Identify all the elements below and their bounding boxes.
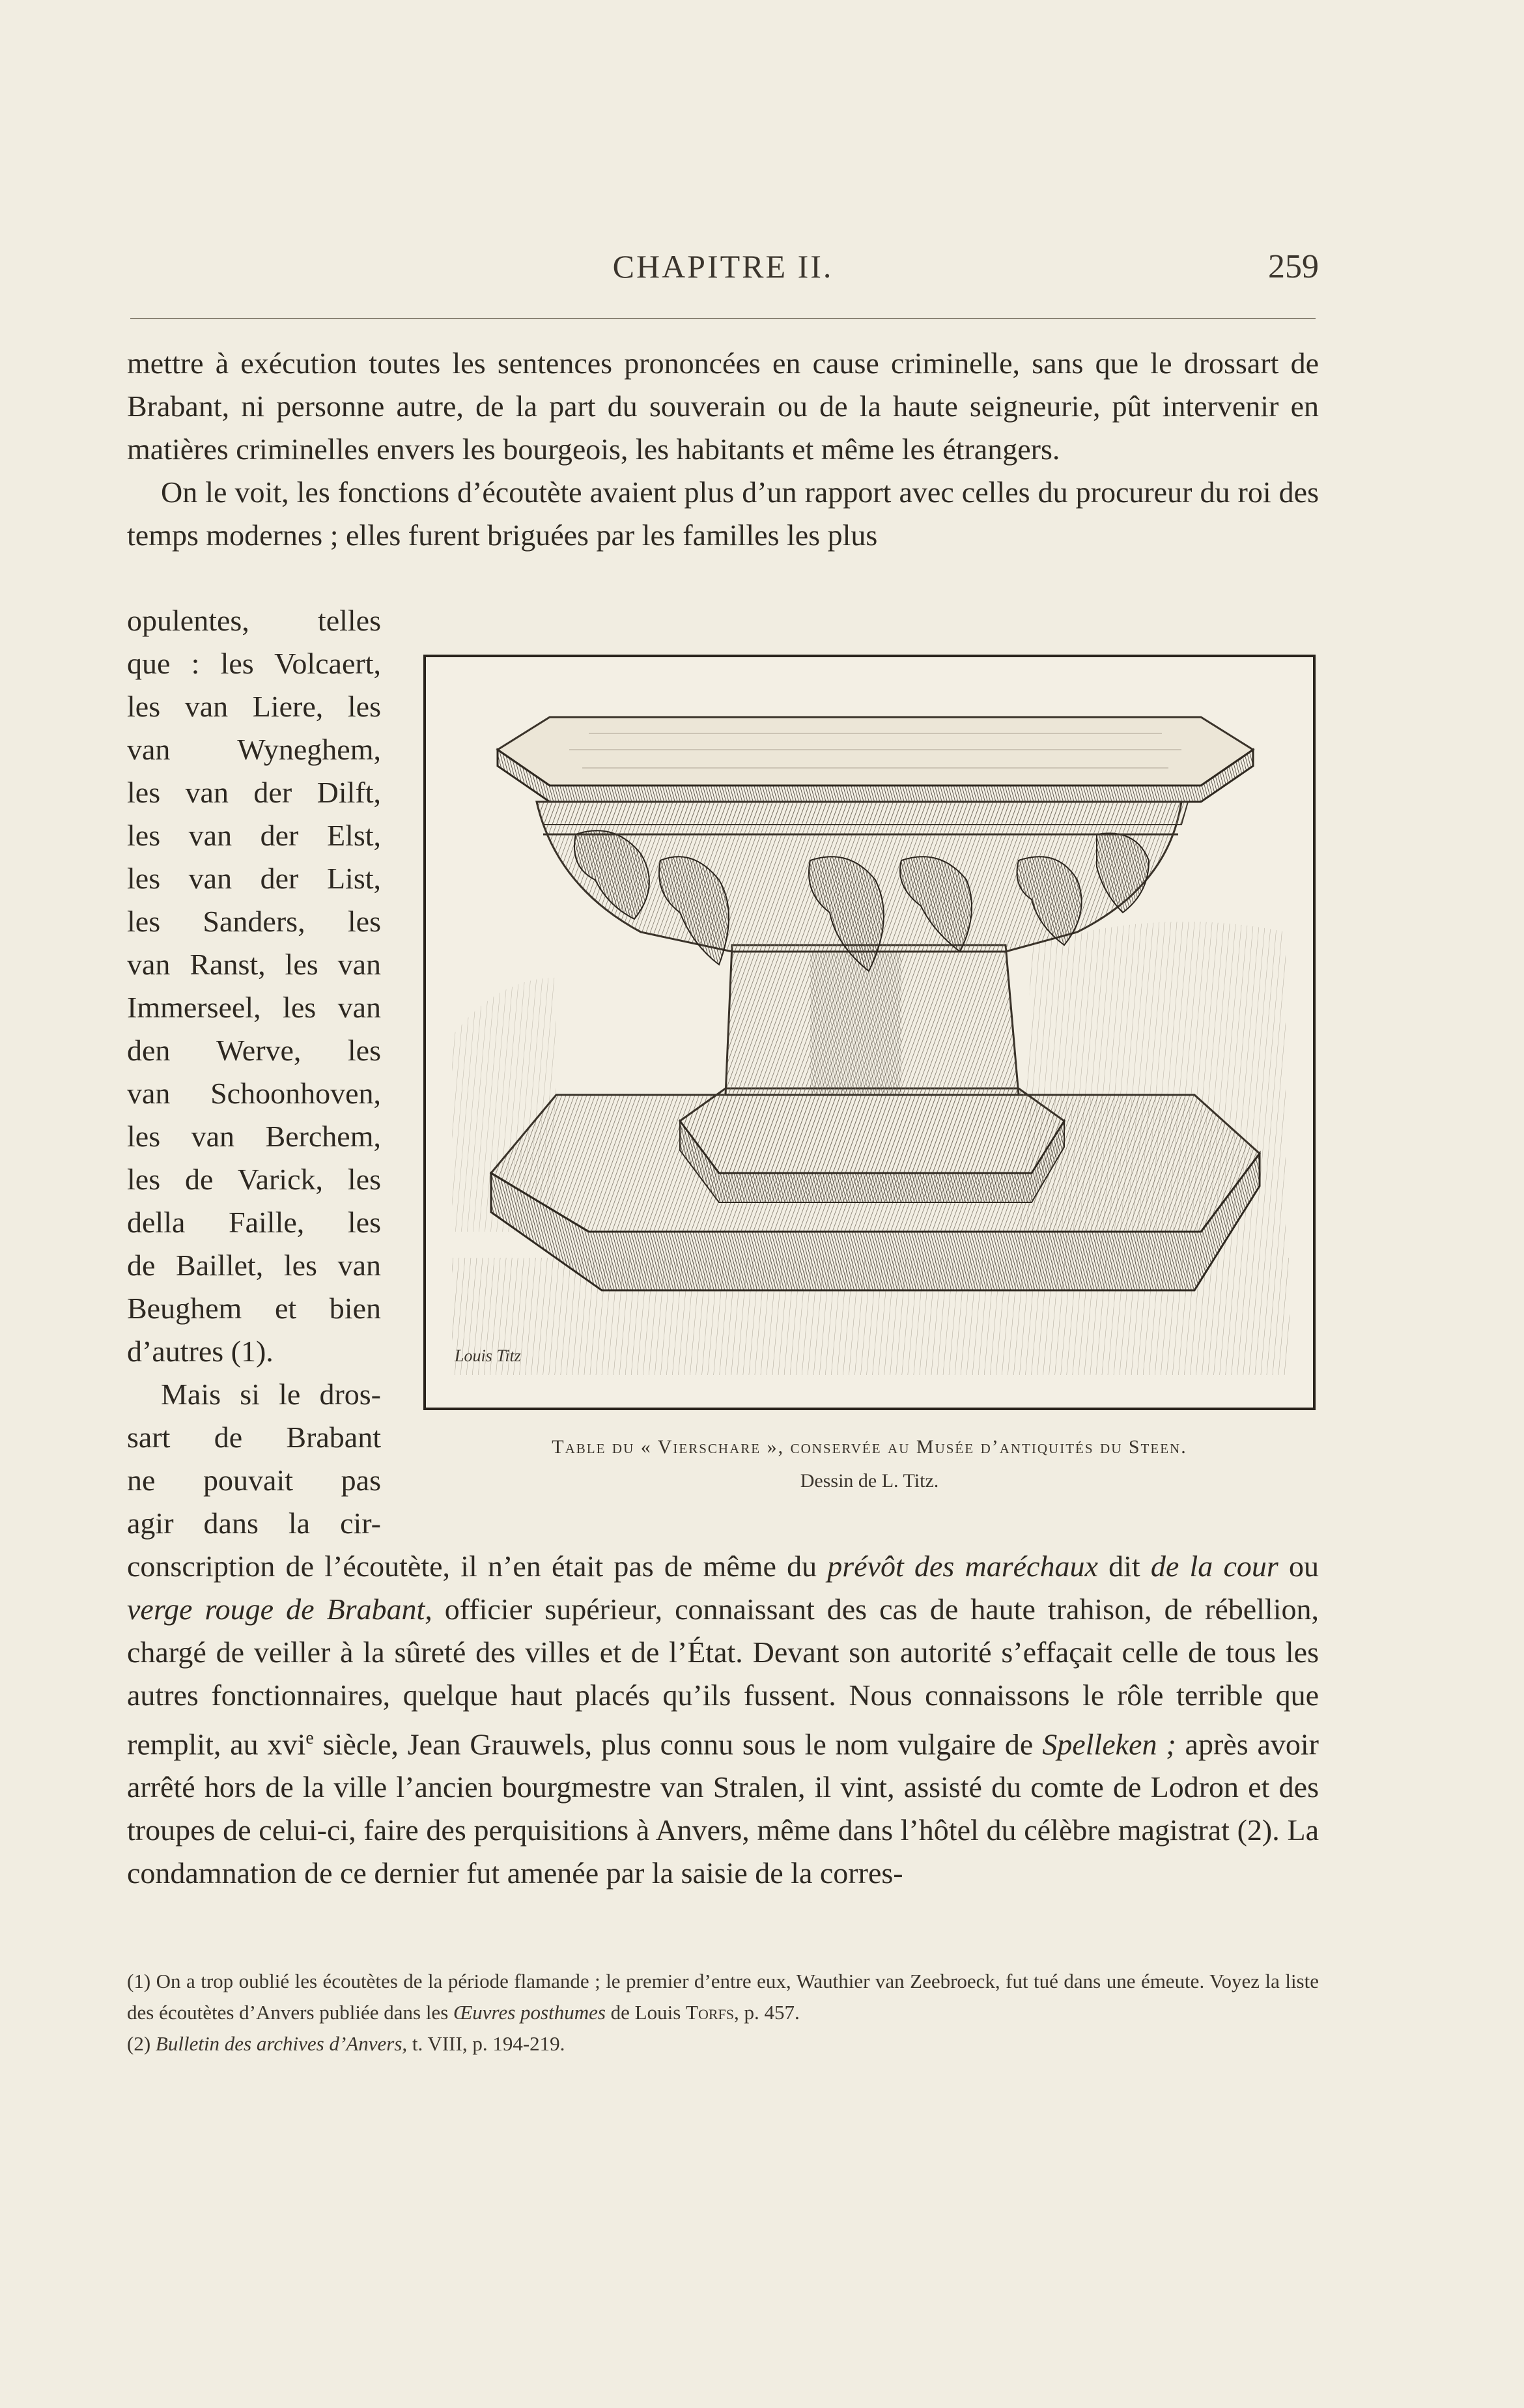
text-line: van Wyneghem, [127, 733, 381, 766]
text-line: van Schoonhoven, [127, 1077, 381, 1110]
text-run: après avoir arrêté hors de la ville l’ancien bourgmestre van Stralen, il vint, assisté du comte de Lodron et des troupes de celui-ci, faire des perquisitions à Anvers, même dans l’hôtel du célèbre magistrat (2). La condamnation de ce dernier fut amenée par la saisie de la corres- [127, 1727, 1319, 1890]
caption-title: Table du « Vierschare », conservée au Musée d’antiquités du Steen. [552, 1436, 1187, 1458]
engraving-figure [423, 655, 1316, 1410]
text-line: que : les Volcaert, [127, 647, 381, 680]
text-line: les Sanders, les [127, 905, 381, 938]
text-run: conscription de l’écoutète, il n’en était pas de même du [127, 1550, 828, 1583]
text-line: van Ranst, les van [127, 948, 381, 981]
page-number: 259 [1268, 248, 1319, 285]
author-name: Torfs [686, 2001, 735, 2024]
narrow-text-column [127, 599, 381, 1545]
footnotes [127, 1966, 1319, 2060]
paragraph-continued [127, 1545, 1319, 1895]
text-line: les van der List, [127, 862, 381, 895]
text-run: ou [1278, 1550, 1319, 1583]
text-run: , p. 457. [734, 2001, 800, 2024]
text-run: siècle, Jean Grauwels, plus connu sous le nom vulgaire de [313, 1727, 1043, 1761]
paragraph-2-start: On le voit, les fonctions d’écoutète avaient plus d’un rapport avec celles du procureur du roi des temps modernes ; elles furent briguées par les familles les plus [127, 475, 1319, 552]
text-line: les de Varick, les [127, 1163, 381, 1196]
italic-term: de la cour [1150, 1550, 1278, 1583]
superscript: e [305, 1728, 314, 1748]
italic-term: Spelleken ; [1042, 1727, 1176, 1761]
text-line: ne pouvait pas [127, 1464, 381, 1497]
paragraph-1: mettre à exécution toutes les sentences prononcées en cause criminelle, sans que le drossart de Brabant, ni personne autre, de la part du souverain ou de la haute seigneurie, pût intervenir en matières criminelles envers les bourgeois, les habitants et même les étrangers. [127, 347, 1319, 466]
footnote-2 [127, 2028, 1319, 2060]
caption-credit: Dessin de L. Titz. [800, 1470, 939, 1492]
text-line: les van der Dilft, [127, 776, 381, 809]
italic-term: verge rouge de Brabant, [127, 1593, 432, 1626]
text-line: den Werve, les [127, 1034, 381, 1067]
text-run: dit [1097, 1550, 1151, 1583]
figure-caption [423, 1436, 1316, 1492]
text-line: les van der Elst, [127, 819, 381, 852]
artist-signature: Louis Titz [455, 1346, 521, 1365]
italic-title: Bulletin des archives d’Anvers, [155, 2032, 408, 2055]
text-line: les van Liere, les [127, 690, 381, 723]
text-line: opulentes, telles [127, 604, 381, 637]
text-line: agir dans la cir- [127, 1507, 381, 1540]
text-line: sart de Brabant [127, 1421, 381, 1454]
text-line: les van Berchem, [127, 1120, 381, 1153]
text-line: Mais si le dros- [161, 1378, 381, 1411]
italic-term: prévôt des maréchaux [827, 1550, 1098, 1583]
text-run: de Louis [605, 2001, 686, 2024]
text-run: (2) [127, 2032, 156, 2055]
text-line: della Faille, les [127, 1206, 381, 1239]
header-rule [130, 318, 1316, 319]
paragraph-top [127, 342, 1319, 557]
running-head [127, 248, 1319, 293]
text-line: d’autres (1). [127, 1335, 274, 1368]
chapter-title: CHAPITRE II. [612, 248, 834, 285]
text-line: Beughem et bien [127, 1292, 381, 1325]
italic-title: Œuvres posthumes [453, 2001, 606, 2024]
paragraph-3 [127, 1545, 1319, 1895]
text-run: t. VIII, p. 194-219. [407, 2032, 565, 2055]
footnote-1 [127, 1966, 1319, 2028]
text-run: (1) On a trop oublié les écoutètes de la période flamande ; le premier d’entre eux, Wauthier van Zeebroeck, fut tué dans une émeute. Voyez la liste des écoutètes d’Anvers publiée dans les [127, 1970, 1319, 2024]
octagonal-table-illustration [445, 672, 1296, 1388]
text-line: Immerseel, les van [127, 991, 381, 1024]
text-line: de Baillet, les van [127, 1249, 381, 1282]
text-run: officier supérieur, connaissant des cas de haute trahison, de rébellion, chargé de veiller à la sûreté des villes et de l’État. Devant son autorité s’effaçait celle de tous les autres fonctionnaires, quelque haut placés qu’ils fussent. Nous connaissons le rôle terrible que remplit, au xvi [127, 1593, 1319, 1761]
